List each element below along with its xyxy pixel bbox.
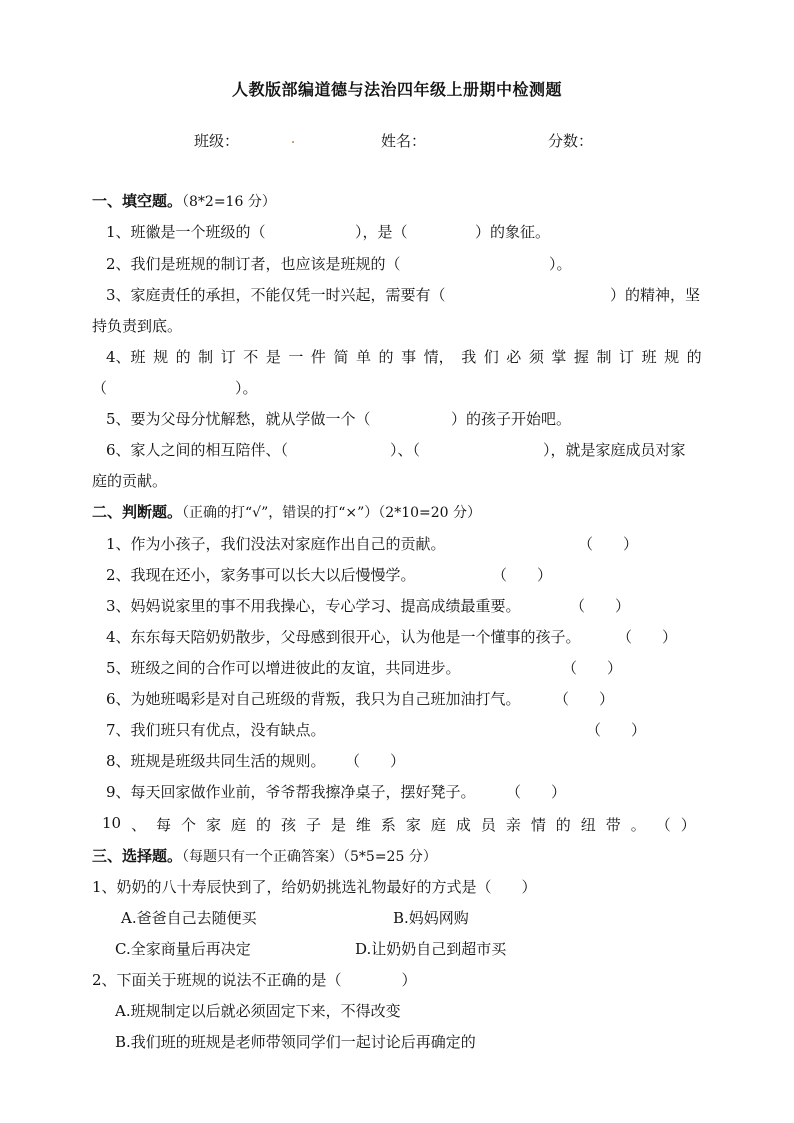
s3-q2-option-a: A.班规制定以后就必须固定下来，不得改变 (115, 1002, 401, 1020)
section1-heading (92, 190, 276, 211)
s1-q5-part-b: ）的孩子开始吧。 (451, 410, 572, 428)
s2-item-4-text: 4、东东每天陪奶奶散步，父母感到很开心，认为他是一个懂事的孩子。 (106, 628, 581, 646)
s3-q1-option-b: B.妈妈网购 (393, 909, 469, 927)
s1-q4-char-11: 的 (378, 348, 394, 366)
s3-q2-option-b: B.我们班的班规是老师带领同学们一起讨论后再确定的 (115, 1033, 476, 1051)
s1-q4-part-b: （ (92, 379, 108, 397)
s2-item-10-char-20: 带 (605, 816, 621, 834)
s1-q4-char-5: 不 (243, 348, 259, 366)
s2-item-10-char-16: 亲 (505, 816, 521, 834)
s2-item-5-text: 5、班级之间的合作可以增进彼此的友谊，共同进步。 (106, 659, 461, 677)
s2-item-10-char-17: 情 (530, 816, 546, 834)
s2-item-10-char-9: 是 (330, 816, 346, 834)
s1-q6-part-c: ），就是家庭成员对家 (543, 441, 686, 459)
s2-item-2-answer: （ ） (492, 566, 553, 584)
s1-q4-char-18: 掌 (551, 348, 567, 366)
s1-q4-char-3: 制 (198, 348, 214, 366)
class-label: 班级： (194, 132, 240, 150)
s2-item-7-answer: （ ） (586, 721, 647, 739)
s1-q4-char-15: 们 (483, 348, 499, 366)
s2-item-10-char-22: （ (655, 816, 671, 834)
s2-item-10-char-21: 。 (630, 816, 646, 834)
s2-item-10-char-8: 子 (305, 816, 321, 834)
s1-q1-part-b: ），是（ (355, 223, 408, 241)
s1-q4-char-23: 规 (664, 348, 680, 366)
s3-q1-stem: 1、奶奶的八十寿辰快到了，给奶奶挑选礼物最好的方式是（ ） (92, 878, 537, 896)
s2-item-9-text: 9、每天回家做作业前，爷爷帮我擦净桌子，摆好凳子。 (106, 783, 476, 801)
s2-item-10-char-2: 每 (156, 816, 172, 834)
s2-item-9-answer: （ ） (506, 783, 567, 801)
s1-q4-char-10: 单 (356, 348, 372, 366)
s3-q1-option-d: D.让奶奶自己到超市买 (355, 940, 507, 958)
s2-item-10-char-23: ） (680, 816, 696, 834)
name-label: 姓名： (381, 132, 427, 150)
s2-item-6-answer: （ ） (554, 690, 615, 708)
s2-item-3-answer: （ ） (570, 597, 631, 615)
s2-item-10-line (102, 814, 696, 835)
s2-item-10-char-6: 的 (255, 816, 271, 834)
s1-q1-part-c: ）的象征。 (475, 223, 551, 241)
s2-item-8-answer: （ ） (345, 752, 406, 770)
s1-q2-part-b: ）。 (549, 255, 572, 273)
s1-q3-part-c: 持负责到底。 (92, 317, 183, 335)
section2-title: 二、判断题。 (92, 503, 183, 521)
s2-item-10-char-0: 10 (102, 814, 122, 832)
score-label: 分数： (548, 132, 594, 150)
s1-q4-char-1: 规 (153, 348, 169, 366)
section2-heading (92, 501, 481, 522)
s1-q4-char-21: 订 (619, 348, 635, 366)
s1-q6-part-b: ）、（ (390, 441, 421, 459)
s2-item-10-char-7: 孩 (280, 816, 296, 834)
s1-q4-char-19: 握 (573, 348, 589, 366)
s1-q1 (106, 221, 266, 242)
section3-heading (92, 845, 437, 866)
s1-q4-char-22: 班 (641, 348, 657, 366)
page-title: 人教版部编道德与法治四年级上册期中检测题 (231, 80, 562, 99)
s2-item-1-answer: （ ） (578, 535, 639, 553)
s1-q3-part-a: 3、家庭责任的承担，不能仅凭一时兴起，需要有（ (106, 286, 446, 304)
s1-q2-part-a: 2、我们是班规的制订者，也应该是班规的（ (106, 255, 401, 273)
s2-item-8-text: 8、班规是班级共同生活的规则。 (106, 752, 326, 770)
s1-q4-char-6: 是 (265, 348, 281, 366)
s1-q4-char-24: 的 (686, 348, 702, 366)
s2-item-10-char-3: 个 (181, 816, 197, 834)
s2-item-5-answer: （ ） (562, 659, 623, 677)
s1-q5-part-a: 5、要为父母分忧解愁，就从学做一个（ (106, 410, 371, 428)
s1-q4-char-20: 制 (596, 348, 612, 366)
s1-q4-part-c: ）。 (235, 379, 258, 397)
s1-q4-char-9: 简 (333, 348, 349, 366)
s1-q4-line (106, 346, 702, 367)
s2-item-10-char-13: 庭 (430, 816, 446, 834)
s1-q6-part-a: 6、家人之间的相互陪伴、（ (106, 441, 289, 459)
s2-item-10-char-11: 系 (380, 816, 396, 834)
s1-q4-char-8: 件 (310, 348, 326, 366)
s2-item-10-char-14: 成 (455, 816, 471, 834)
s2-item-10-char-10: 维 (355, 816, 371, 834)
s2-item-10-char-18: 的 (555, 816, 571, 834)
s1-q4-char-17: 须 (528, 348, 544, 366)
s1-q4-char-7: 一 (288, 348, 304, 366)
s2-item-10-char-1: 、 (131, 816, 147, 834)
s1-q4-char-14: 我 (461, 348, 477, 366)
s2-item-4-answer: （ ） (617, 628, 678, 646)
section2-note: （正确的打“√”，错误的打“×”）（2*10=20 分） (182, 505, 482, 521)
section1-points: （8*2=16 分） (182, 194, 276, 210)
stray-mark (292, 141, 294, 143)
s1-q4-char-0: 4、班 (106, 348, 146, 366)
s1-q3-part-b: ）的精神，坚 (610, 286, 701, 304)
section1-title: 一、填空题。 (92, 192, 183, 210)
s3-q2-stem: 2、下面关于班规的说法不正确的是（ ） (92, 971, 417, 989)
s2-item-1-text: 1、作为小孩子，我们没法对家庭作出自己的贡献。 (106, 535, 446, 553)
s1-q4-char-16: 必 (506, 348, 522, 366)
s3-q1-option-c: C.全家商量后再决定 (115, 940, 251, 958)
s2-item-7-text: 7、我们班只有优点，没有缺点。 (106, 721, 326, 739)
s2-item-10-char-19: 纽 (580, 816, 596, 834)
s2-item-10-char-12: 家 (405, 816, 421, 834)
s1-q4-char-4: 订 (220, 348, 236, 366)
s2-item-10-char-15: 员 (480, 816, 496, 834)
s3-q1-option-a: A.爸爸自己去随便买 (121, 909, 257, 927)
s2-item-2-text: 2、我现在还小，家务事可以长大以后慢慢学。 (106, 566, 416, 584)
s1-q6-part-d: 庭的贡献。 (92, 472, 168, 490)
s2-item-10-char-5: 庭 (231, 816, 247, 834)
section3-note: （每题只有一个正确答案）（5*5=25 分） (182, 849, 437, 865)
s2-item-6-text: 6、为她班喝彩是对自己班级的背叛，我只为自己班加油打气。 (106, 690, 521, 708)
s1-q4-char-2: 的 (175, 348, 191, 366)
section3-title: 三、选择题。 (92, 847, 183, 865)
s2-item-10-char-4: 家 (206, 816, 222, 834)
s1-q1-part-a: 1、班徽是一个班级的（ (106, 223, 266, 241)
s1-q4-char-12: 事 (401, 348, 417, 366)
s2-item-3-text: 3、妈妈说家里的事不用我操心，专心学习、提高成绩最重要。 (106, 597, 521, 615)
s1-q4-char-13: 情， (423, 348, 454, 366)
